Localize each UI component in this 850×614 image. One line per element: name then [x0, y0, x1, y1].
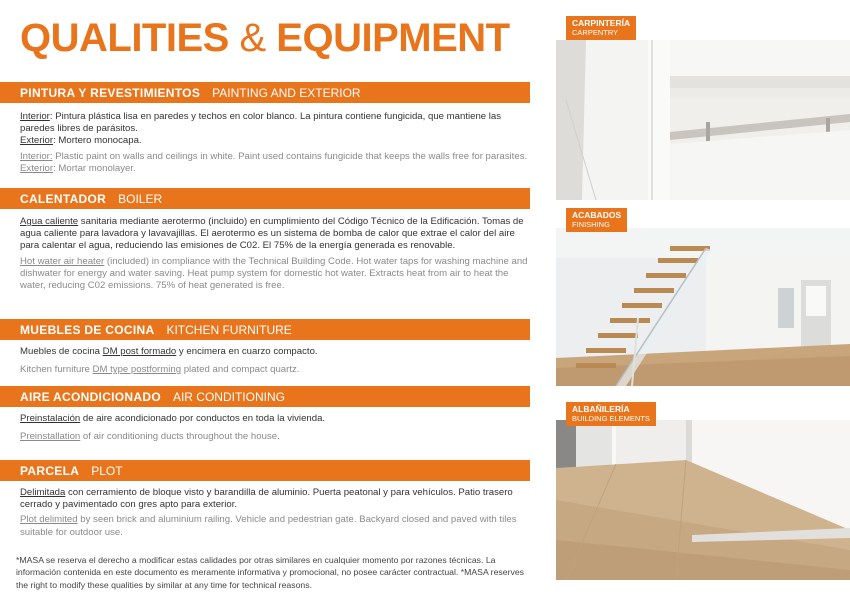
kitchen-post: y encimera en cuarzo compacto. — [176, 346, 318, 357]
painting-exterior-text-en: : Mortar monolayer. — [53, 162, 136, 174]
kitchen-text-en — [20, 364, 532, 376]
ac-label: Preinstalación — [20, 413, 81, 424]
painting-text-es — [20, 111, 532, 148]
section-body-boiler — [20, 216, 532, 292]
photo-tag-es: ALBAÑILERÍA — [572, 404, 630, 414]
section-header-painting — [0, 82, 530, 103]
painting-text-en — [20, 151, 532, 175]
section-title-es: PINTURA Y REVESTIMIENTOS — [20, 85, 201, 100]
kitchen-post-en: plated and compact quartz. — [181, 364, 300, 376]
section-title-en: KITCHEN FURNITURE — [166, 322, 292, 337]
carpentry-photo-image — [556, 40, 850, 200]
plot-label-en: Plot delimited — [20, 514, 78, 526]
section-header-air-conditioning — [0, 386, 530, 407]
title-amp: & — [239, 16, 266, 60]
boiler-text-en — [20, 256, 532, 293]
painting-exterior-text: : Mortero monocapa. — [53, 135, 142, 147]
building-elements-photo-image — [556, 420, 850, 580]
ac-text-es — [20, 413, 532, 425]
painting-exterior-label-en: Exterior — [20, 162, 54, 174]
section-header-plot — [0, 460, 530, 481]
kitchen-text-es — [20, 346, 532, 358]
title-rest: EQUIPMENT — [276, 16, 510, 60]
photo-tag-building-elements — [566, 402, 656, 426]
painting-interior-label: Interior — [20, 111, 50, 122]
photo-building-elements — [556, 420, 850, 580]
title-main: QUALITIES — [20, 16, 229, 60]
boiler-text-en-body: (included) in compliance with the Technical Building Code. Hot water taps for washing machine and dishwater for energy and water saving. Heat pump system for domestic hot water. Extracts heat from air to heat the water, reducing C02 emissions. 75% of heat generated is free. — [20, 255, 528, 292]
plot-text-en-body: by seen brick and aluminium railing. Vehicle and pedestrian gate. Backyard closed and paved with tiles suitable for outdoor use. — [20, 514, 517, 538]
section-title-es: AIRE ACONDICIONADO — [20, 389, 161, 404]
section-title-es: CALENTADOR — [20, 191, 107, 206]
ac-text-en-body: of air conditioning ducts throughout the house. — [80, 431, 280, 443]
plot-label: Delimitada — [20, 487, 66, 498]
painting-exterior-label: Exterior — [20, 135, 54, 147]
kitchen-label-en: DM type postforming — [92, 364, 182, 376]
section-body-air-conditioning — [20, 413, 532, 443]
painting-interior-label-en: Interior: — [20, 150, 53, 162]
kitchen-pre: Muebles de cocina — [20, 346, 103, 357]
photo-carpentry — [556, 40, 850, 200]
photo-tag-en: FINISHING — [572, 220, 610, 229]
section-body-painting — [20, 111, 532, 175]
photo-tag-finishing — [566, 208, 627, 232]
photo-tag-es: CARPINTERÍA — [572, 18, 631, 28]
section-header-kitchen — [0, 319, 530, 340]
section-title-en: AIR CONDITIONING — [172, 389, 285, 404]
painting-interior-text: : Pintura plástica lisa en paredes y techos en color blanco. La pintura contiene fungicida, que mantiene las paredes libres de parásitos. — [20, 111, 502, 135]
ac-text: de aire acondicionado por conductos en toda la vivienda. — [80, 413, 326, 424]
plot-text-en — [20, 514, 532, 538]
section-header-boiler — [0, 188, 530, 209]
photo-tag-es: ACABADOS — [572, 210, 622, 220]
ac-label-en: Preinstallation — [20, 431, 81, 443]
section-title-en: PAINTING AND EXTERIOR — [212, 85, 361, 100]
painting-interior-text-en: Plastic paint on walls and ceilings in white. Paint used contains fungicide that keeps the walls free for parasites. — [52, 150, 528, 162]
section-body-kitchen — [20, 346, 532, 376]
ac-text-en — [20, 431, 532, 443]
photo-tag-en: CARPENTRY — [572, 28, 619, 37]
page-title — [20, 16, 510, 61]
plot-text: con cerramiento de bloque visto y barandilla de aluminio. Puerta peatonal y para vehículos. Patio trasero cerrado y pavimentado con gres apto para exterior. — [20, 487, 513, 511]
kitchen-pre-en: Kitchen furniture — [20, 364, 93, 376]
boiler-label-en: Hot water air heater — [20, 255, 105, 267]
section-title-en: BOILER — [118, 191, 163, 206]
finishing-photo-image — [556, 228, 850, 386]
boiler-label: Agua caliente — [20, 216, 79, 227]
section-title-en: PLOT — [91, 463, 123, 478]
boiler-text-es — [20, 216, 532, 253]
plot-text-es — [20, 487, 532, 511]
boiler-text: sanitaria mediante aerotermo (incluido) en cumplimiento del Código Técnico de la Edificación. Tomas de agua caliente para lavadora y lavavajillas. El aerotermo es un sistema de bomba de calor que extrae el calor del aire para calentar el agua, reduciendo las emisiones de C02. El 75% de la energía generada es renovable. — [20, 216, 524, 252]
photo-finishing — [556, 228, 850, 386]
disclaimer-footnote: *MASA se reserva el derecho a modificar estas calidades por otras similares en cualquier momento por razones técnicas. La información contenida en este documento es meramente informativa y promocional, no posee carácter contractual. *MASA reserves the right to modify these qualities by similar at any time for technical reasons. — [16, 555, 524, 590]
section-body-plot — [20, 487, 532, 539]
section-title-es: PARCELA — [20, 463, 80, 478]
section-title-es: MUEBLES DE COCINA — [20, 322, 155, 337]
kitchen-label: DM post formado — [102, 346, 177, 357]
photo-tag-carpentry — [566, 16, 636, 40]
photo-tag-en: BUILDING ELEMENTS — [572, 414, 650, 423]
